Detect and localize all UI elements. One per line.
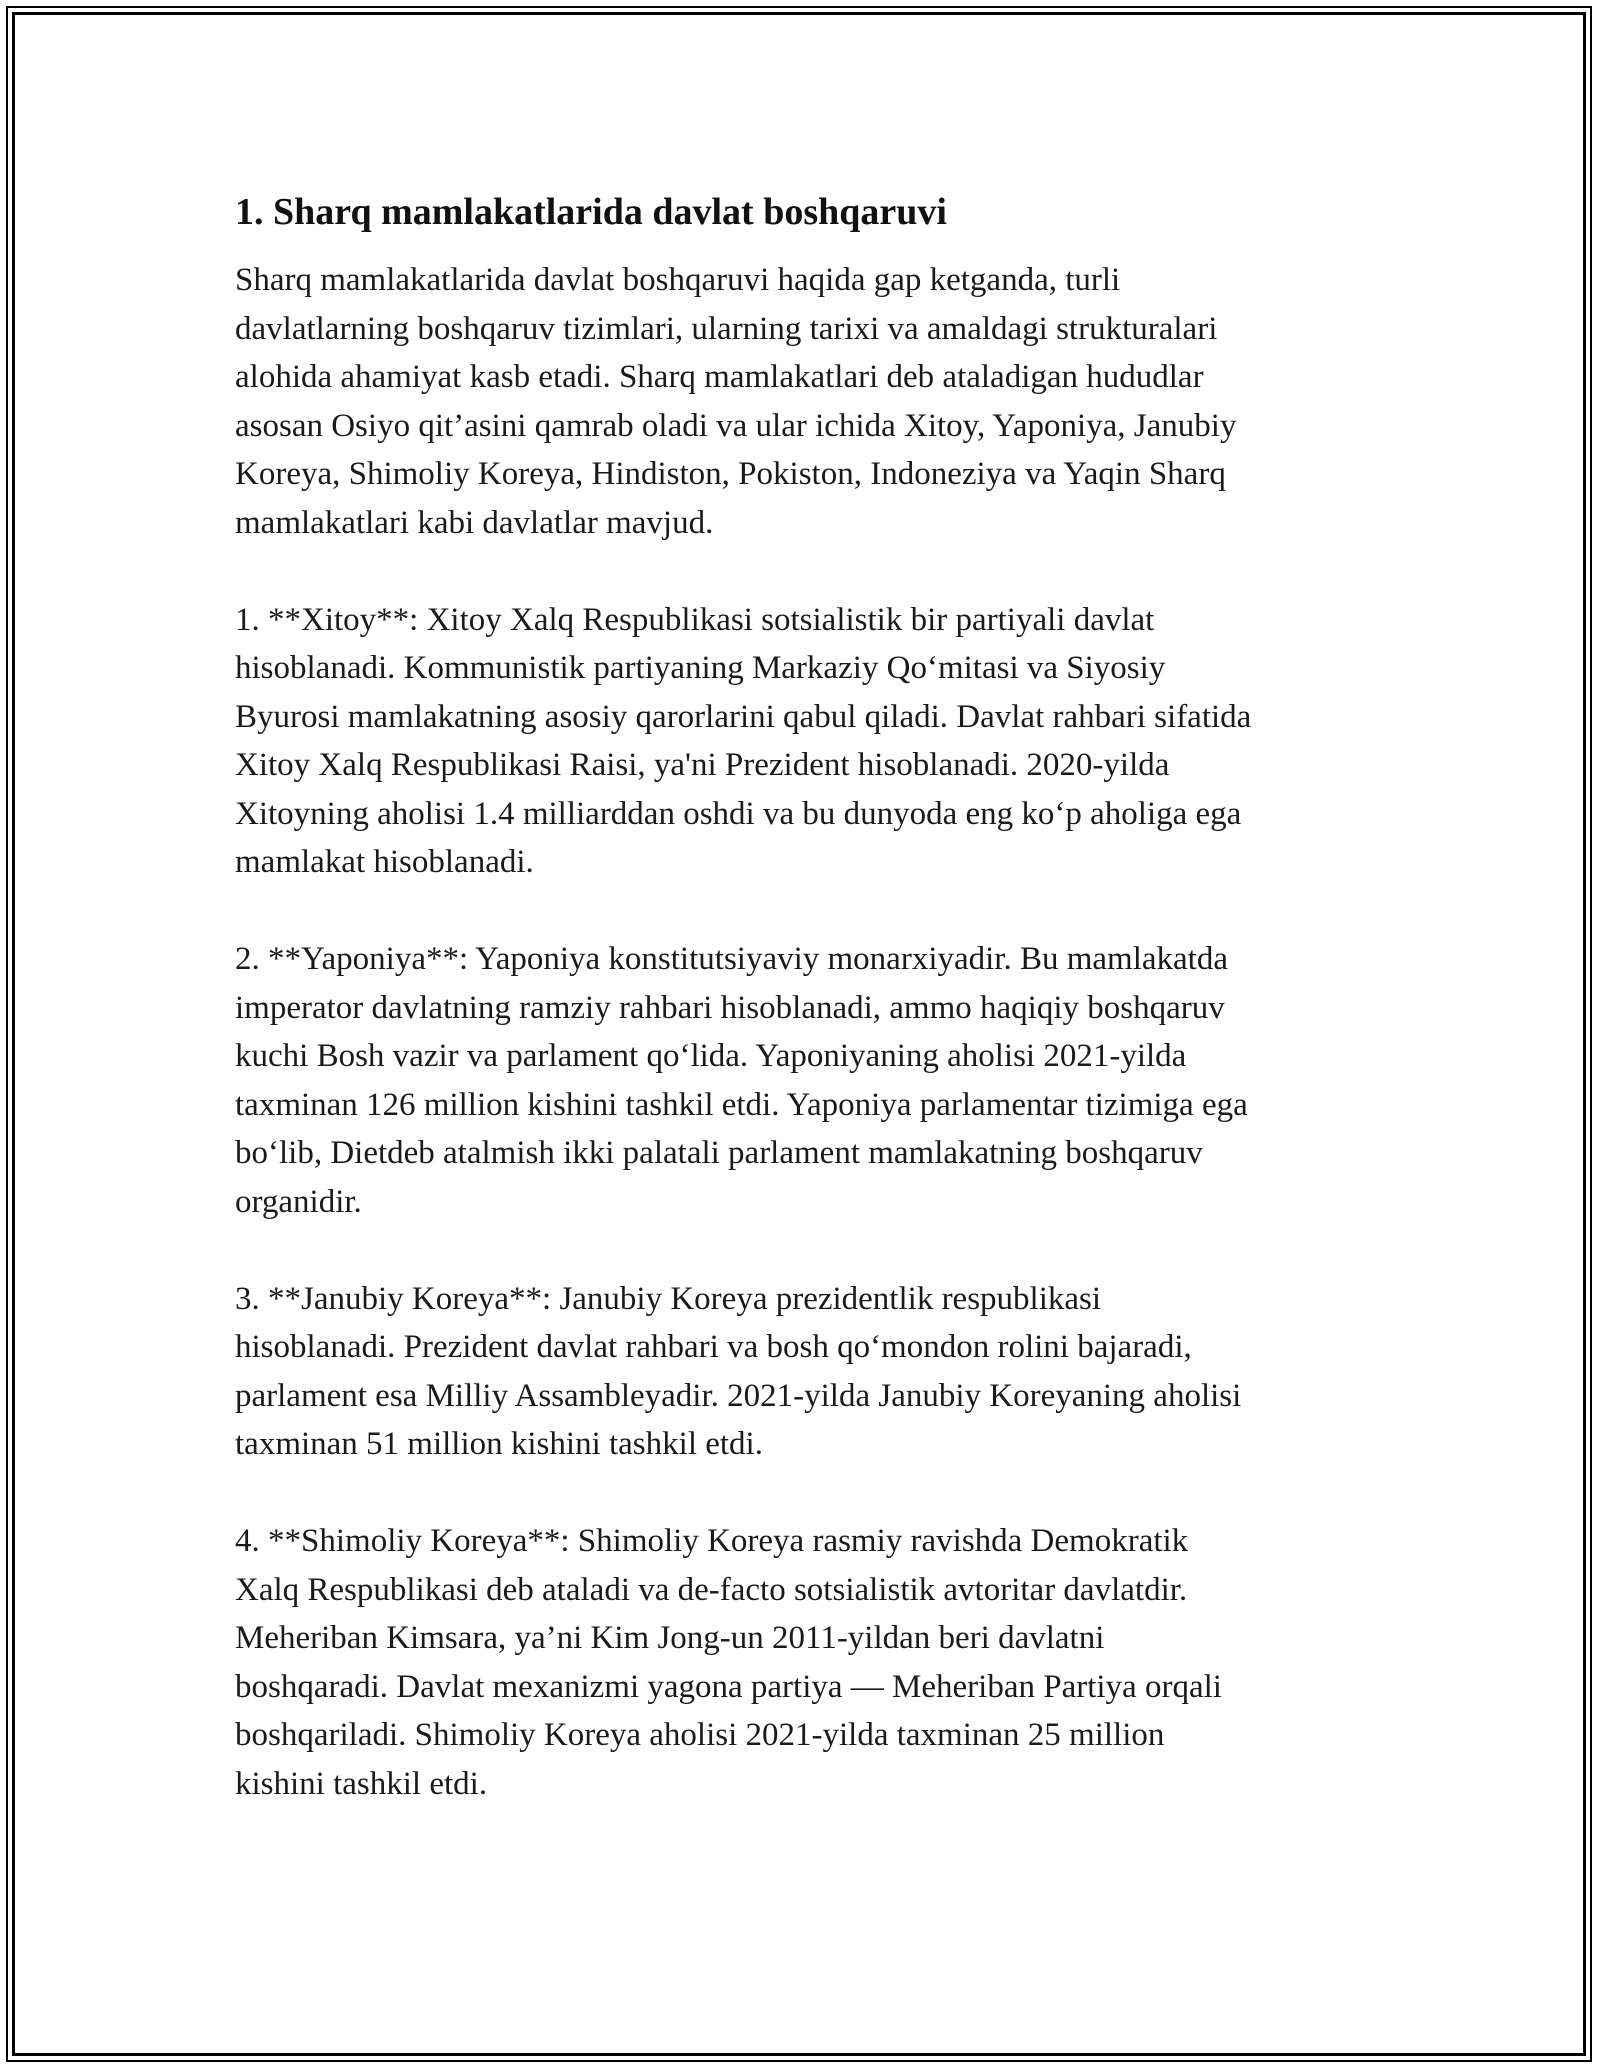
paragraph-janubiy-koreya: 3. **Janubiy Koreya**: Janubiy Koreya prezidentlik respublikasi hisoblanadi. Prezident davlat rahbari va bosh qo‘mondon rolini bajaradi, parlament esa Milliy Assambleyadir. 2021-yilda Janubiy Koreyaning aholisi taxminan 51 million kishini tashkil etdi.: [235, 1280, 1242, 1462]
paragraph-shimoliy-koreya: 4. **Shimoliy Koreya**: Shimoliy Koreya rasmiy ravishda Demokratik Xalq Respublikasi deb ataladi va de-facto sotsialistik avtoritar davlatdir. Meheriban Kimsara, ya’ni Kim Jong-un 2011-yildan beri davlatni boshqaradi. Davlat mexanizmi yagona partiya — Meheriban Partiya orqali boshqariladi. Shimoliy Koreya aholisi 2021-yilda taxminan 25 million kishini tashkil etdi.: [235, 1523, 1222, 1802]
document-body: [235, 188, 1375, 1857]
paragraph-intro: Sharq mamlakatlarida davlat boshqaruvi haqida gap ketganda, turli davlatlarning boshqaruv tizimlari, ularning tarixi va amaldagi strukturalari alohida ahamiyat kasb etadi. Sharq mamlakatlari deb ataladigan hududlar asosan Osiyo qit’asini qamrab oladi va ular ichida Xitoy, Yaponiya, Janubiy Koreya, Shimoliy Koreya, Hindiston, Pokiston, Indoneziya va Yaqin Sharq mamlakatlari kabi davlatlar mavjud.: [235, 262, 1237, 541]
paragraph-xitoy: 1. **Xitoy**: Xitoy Xalq Respublikasi sotsialistik bir partiyali davlat hisoblanadi. Kommunistik partiyaning Markaziy Qo‘mitasi va Siyosiy Byurosi mamlakatning asosiy qarorlarini qabul qiladi. Davlat rahbari sifatida Xitoy Xalq Respublikasi Raisi, ya'ni Prezident hisoblanadi. 2020-yilda Xitoyning aholisi 1.4 milliarddan oshdi va bu dunyoda eng ko‘p aholiga ega mamlakat hisoblanadi.: [235, 601, 1252, 880]
section-heading: 1. Sharq mamlakatlarida davlat boshqaruvi: [235, 191, 947, 233]
paragraph-yaponiya: 2. **Yaponiya**: Yaponiya konstitutsiyaviy monarxiyadir. Bu mamlakatda imperator davlatning ramziy rahbari hisoblanadi, ammo haqiqiy boshqaruv kuchi Bosh vazir va parlament qo‘lida. Yaponiyaning aholisi 2021-yilda taxminan 126 million kishini tashkil etdi. Yaponiya parlamentar tizimiga ega bo‘lib, Dietdeb atalmish ikki palatali parlament mamlakatning boshqaruv organidir.: [235, 941, 1248, 1220]
